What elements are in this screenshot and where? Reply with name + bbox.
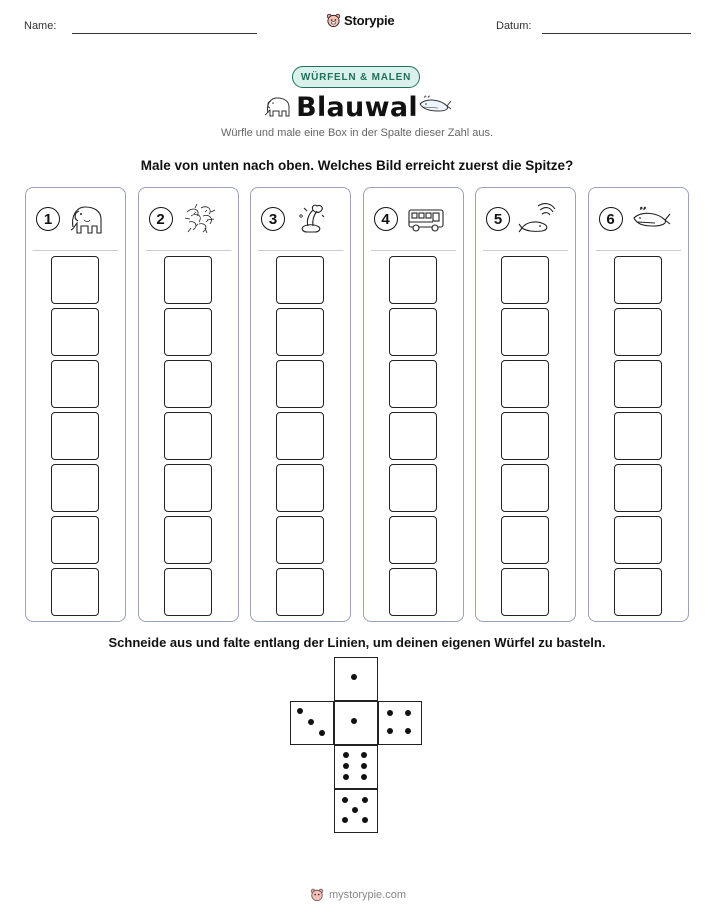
column-divider <box>258 250 343 251</box>
dice-face-3 <box>290 701 334 745</box>
dice-face-5 <box>334 789 378 833</box>
bear-logo-icon <box>326 13 341 28</box>
brand-name: Storypie <box>344 13 395 28</box>
storypie-logo <box>326 13 394 28</box>
column-number: 1 <box>36 207 60 231</box>
column-number: 2 <box>149 207 173 231</box>
coloring-box[interactable] <box>51 516 99 564</box>
pip <box>387 728 393 734</box>
column-divider <box>146 250 231 251</box>
coloring-box[interactable] <box>389 308 437 356</box>
coloring-box[interactable] <box>389 464 437 512</box>
coloring-box[interactable] <box>501 412 549 460</box>
column-number: 5 <box>486 207 510 231</box>
column-number: 3 <box>261 207 285 231</box>
footer <box>310 888 406 902</box>
bus-icon <box>406 202 446 236</box>
pip <box>387 710 393 716</box>
pip <box>361 763 367 769</box>
coloring-box[interactable] <box>276 360 324 408</box>
dice-face-1 <box>334 701 378 745</box>
dice-face-1 <box>334 657 378 701</box>
coloring-box[interactable] <box>164 464 212 512</box>
coloring-box[interactable] <box>51 464 99 512</box>
column-4 <box>363 187 464 622</box>
coloring-box[interactable] <box>501 464 549 512</box>
pip <box>405 710 411 716</box>
name-line <box>72 33 257 34</box>
coloring-box[interactable] <box>614 412 662 460</box>
coloring-box[interactable] <box>164 568 212 616</box>
coloring-box[interactable] <box>276 412 324 460</box>
pip <box>343 774 349 780</box>
coloring-box[interactable] <box>164 360 212 408</box>
pip <box>343 752 349 758</box>
name-label: Name: <box>24 20 57 32</box>
instruction: Male von unten nach oben. Welches Bild erreicht zuerst die Spitze? <box>140 158 574 173</box>
coloring-box[interactable] <box>276 516 324 564</box>
cut-instruction: Schneide aus und falte entlang der Linien, um deinen eigenen Würfel zu basteln. <box>108 635 606 650</box>
column-divider <box>596 250 681 251</box>
coloring-box[interactable] <box>614 308 662 356</box>
coloring-box[interactable] <box>51 256 99 304</box>
coloring-box[interactable] <box>614 516 662 564</box>
pip <box>319 730 325 736</box>
coloring-box[interactable] <box>614 256 662 304</box>
coloring-box[interactable] <box>501 516 549 564</box>
pip <box>342 797 348 803</box>
pip <box>352 807 358 813</box>
pip <box>308 719 314 725</box>
coloring-box[interactable] <box>164 256 212 304</box>
column-5 <box>475 187 576 622</box>
coloring-box[interactable] <box>389 568 437 616</box>
column-divider <box>33 250 118 251</box>
column-1 <box>25 187 126 622</box>
coloring-box[interactable] <box>164 412 212 460</box>
pip <box>362 817 368 823</box>
date-label: Datum: <box>496 20 532 32</box>
column-divider <box>483 250 568 251</box>
elephant-icon <box>68 202 106 236</box>
water-spout-icon <box>293 202 331 236</box>
column-divider <box>371 250 456 251</box>
column-number: 6 <box>599 207 623 231</box>
coloring-box[interactable] <box>389 516 437 564</box>
blue-whale-icon <box>418 94 452 116</box>
whale-sound-icon <box>518 202 556 236</box>
pip <box>342 817 348 823</box>
coloring-box[interactable] <box>51 308 99 356</box>
coloring-box[interactable] <box>51 412 99 460</box>
activity-badge: WÜRFELN & MALEN <box>292 66 420 88</box>
coloring-box[interactable] <box>501 568 549 616</box>
dice-face-4 <box>378 701 422 745</box>
pip <box>351 674 357 680</box>
blue-whale-icon <box>631 202 671 236</box>
footer-url: mystorypie.com <box>329 889 407 901</box>
worksheet-title: Blauwal <box>296 92 418 123</box>
coloring-box[interactable] <box>276 308 324 356</box>
coloring-box[interactable] <box>501 256 549 304</box>
coloring-box[interactable] <box>51 360 99 408</box>
subtitle: Würfle und male eine Box in der Spalte dieser Zahl aus. <box>220 127 494 139</box>
pip <box>361 752 367 758</box>
dice-face-6 <box>334 745 378 789</box>
coloring-box[interactable] <box>501 360 549 408</box>
coloring-box[interactable] <box>51 568 99 616</box>
pip <box>405 728 411 734</box>
column-6 <box>588 187 689 622</box>
coloring-box[interactable] <box>164 516 212 564</box>
pip <box>343 763 349 769</box>
coloring-box[interactable] <box>614 568 662 616</box>
coloring-box[interactable] <box>276 464 324 512</box>
date-line <box>542 33 691 34</box>
pip <box>297 708 303 714</box>
coloring-box[interactable] <box>164 308 212 356</box>
krill-icon <box>181 202 219 236</box>
pip <box>361 774 367 780</box>
coloring-box[interactable] <box>501 308 549 356</box>
pip <box>351 718 357 724</box>
coloring-box[interactable] <box>614 360 662 408</box>
coloring-box[interactable] <box>389 360 437 408</box>
coloring-box[interactable] <box>614 464 662 512</box>
pip <box>362 797 368 803</box>
coloring-box[interactable] <box>276 568 324 616</box>
column-3 <box>250 187 351 622</box>
coloring-box[interactable] <box>389 256 437 304</box>
column-2 <box>138 187 239 622</box>
column-number: 4 <box>374 207 398 231</box>
coloring-box[interactable] <box>276 256 324 304</box>
coloring-box[interactable] <box>389 412 437 460</box>
bear-logo-icon <box>310 888 324 902</box>
